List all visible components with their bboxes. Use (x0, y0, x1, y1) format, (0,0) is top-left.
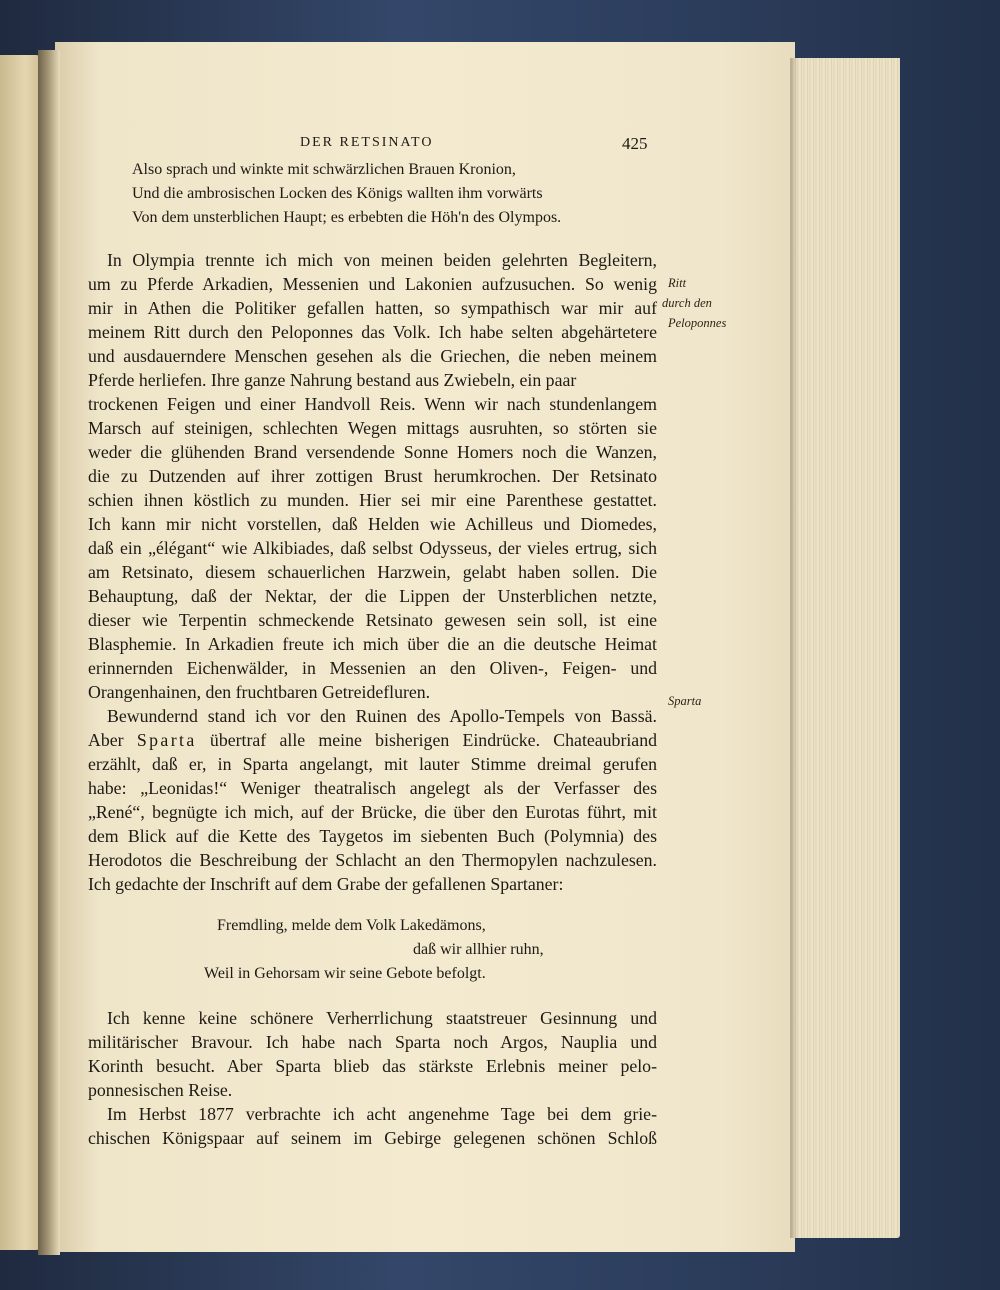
spaced-word-sparta: Sparta (136, 730, 197, 750)
margin-note-ritt: Peloponnes (668, 316, 727, 330)
paragraph-text: übertraf alle meine bisherigen Eindrücke. Chateaubriand (196, 730, 657, 750)
paragraph-line: erzählt, daß er, in Sparta angelangt, mit lauter Stimme dreimal gerufen (88, 754, 657, 774)
page-gutter (38, 50, 60, 1255)
inscription-line: Fremdling, melde dem Volk Lakedämons, (217, 917, 486, 934)
verse-line: Von dem unsterblichen Haupt; es erbebten die Höh'n des Olympos. (132, 209, 562, 226)
paragraph-line: mir in Athen die Politiker gefallen hatten, so sympathisch war mir auf (88, 298, 657, 318)
paragraph-line: Pferde herliefen. Ihre ganze Nahrung bestand aus Zwiebeln, ein paar (88, 370, 577, 390)
paragraph-line: Ich kann mir nicht vorstellen, daß Helden wie Achilleus und Diomedes, (88, 514, 657, 534)
paragraph-line: am Retsinato, diesem schauerlichen Harzwein, gelabt haben sollen. Die (88, 562, 657, 582)
paragraph-line: In Olympia trennte ich mich von meinen beiden gelehrten Begleitern, (107, 250, 657, 270)
paragraph-line: Orangenhainen, den fruchtbaren Getreidefluren. (88, 682, 431, 702)
paragraph-line: meinem Ritt durch den Peloponnes das Volk. Ich habe selten abgehärtetere (88, 322, 657, 342)
paragraph-line: um zu Pferde Arkadien, Messenien und Lakonien aufzusuchen. So wenig (88, 274, 657, 294)
paragraph-line: Blasphemie. In Arkadien freute ich mich über die an die deutsche Heimat (88, 634, 657, 654)
paragraph-line: dem Blick auf die Kette des Taygetos im siebenten Buch (Polymnia) des (88, 826, 657, 846)
paragraph-line: Behauptung, daß der Nektar, der die Lippen der Unsterblichen netzte, (88, 586, 657, 606)
paragraph-line: dieser wie Terpentin schmeckende Retsinato gewesen sein soll, ist eine (88, 610, 657, 630)
paragraph-line: militärischer Bravour. Ich habe nach Sparta noch Argos, Nauplia und (88, 1032, 657, 1052)
page-edges-shadow (790, 58, 798, 1238)
paragraph-line: chischen Königspaar auf seinem im Gebirge gelegenen schönen Schloß (88, 1128, 657, 1148)
inscription-line: Weil in Gehorsam wir seine Gebote befolgt. (204, 965, 486, 982)
left-page-edge (0, 55, 42, 1250)
paragraph-line: „René“, begnügte ich mich, auf der Brücke, die über den Eurotas führt, mit (88, 802, 657, 822)
running-header-title: DER RETSINATO (300, 135, 434, 150)
page-edges (790, 58, 900, 1238)
inscription-line: daß wir allhier ruhn, (413, 941, 544, 958)
paragraph-line: trockenen Feigen und einer Handvoll Reis. Wenn wir nach stundenlangem (88, 394, 657, 414)
paragraph-line: und ausdauerndere Menschen gesehen als die Griechen, die neben meinem (88, 346, 657, 366)
paragraph-line: daß ein „élégant“ wie Alkibiades, daß selbst Odysseus, der vieles ertrug, sich (88, 538, 657, 558)
paragraph-line: die zu Dutzenden auf ihrer zottigen Brust herumkrochen. Der Retsinato (88, 466, 657, 486)
verse-line: Also sprach und winkte mit schwärzlichen Brauen Kronion, (132, 161, 516, 178)
paragraph-line: erinnernden Eichenwälder, in Messenien an den Oliven-, Feigen- und (88, 658, 657, 678)
paragraph-line: Im Herbst 1877 verbrachte ich acht angenehme Tage bei dem grie- (107, 1104, 657, 1124)
margin-note-ritt: Ritt (668, 276, 687, 290)
paragraph-text: Aber (88, 730, 137, 750)
paragraph-line: Bewundernd stand ich vor den Ruinen des Apollo-Tempels von Bassä. (107, 706, 657, 726)
verse-line: Und die ambrosischen Locken des Königs wallten ihm vorwärts (132, 185, 543, 202)
margin-note-sparta: Sparta (668, 694, 702, 708)
paragraph-line: schien ihnen köstlich zu munden. Hier sei mir eine Parenthese gestattet. (88, 490, 657, 510)
page-number: 425 (622, 134, 648, 153)
paragraph-line: Ich kenne keine schönere Verherrlichung staatstreuer Gesinnung und (107, 1008, 657, 1028)
paragraph-line: Marsch auf steinigen, schlechten Wegen mittags ausruhten, so störten sie (88, 418, 657, 438)
paragraph-line: Korinth besucht. Aber Sparta blieb das stärkste Erlebnis meiner pelo- (88, 1056, 657, 1076)
paragraph-line: Ich gedachte der Inschrift auf dem Grabe der gefallenen Spartaner: (88, 874, 564, 894)
margin-note-ritt: durch den (662, 296, 712, 310)
paragraph-line: habe: „Leonidas!“ Weniger theatralisch angelegt als der Verfasser des (88, 778, 657, 798)
paragraph-line: ponnesischen Reise. (88, 1080, 233, 1100)
paragraph-line (88, 730, 657, 751)
paragraph-line: Herodotos die Beschreibung der Schlacht an den Thermopylen nachzulesen. (88, 850, 657, 870)
paragraph-line: weder die glühenden Brand versendende Sonne Homers noch die Wanzen, (88, 442, 657, 462)
